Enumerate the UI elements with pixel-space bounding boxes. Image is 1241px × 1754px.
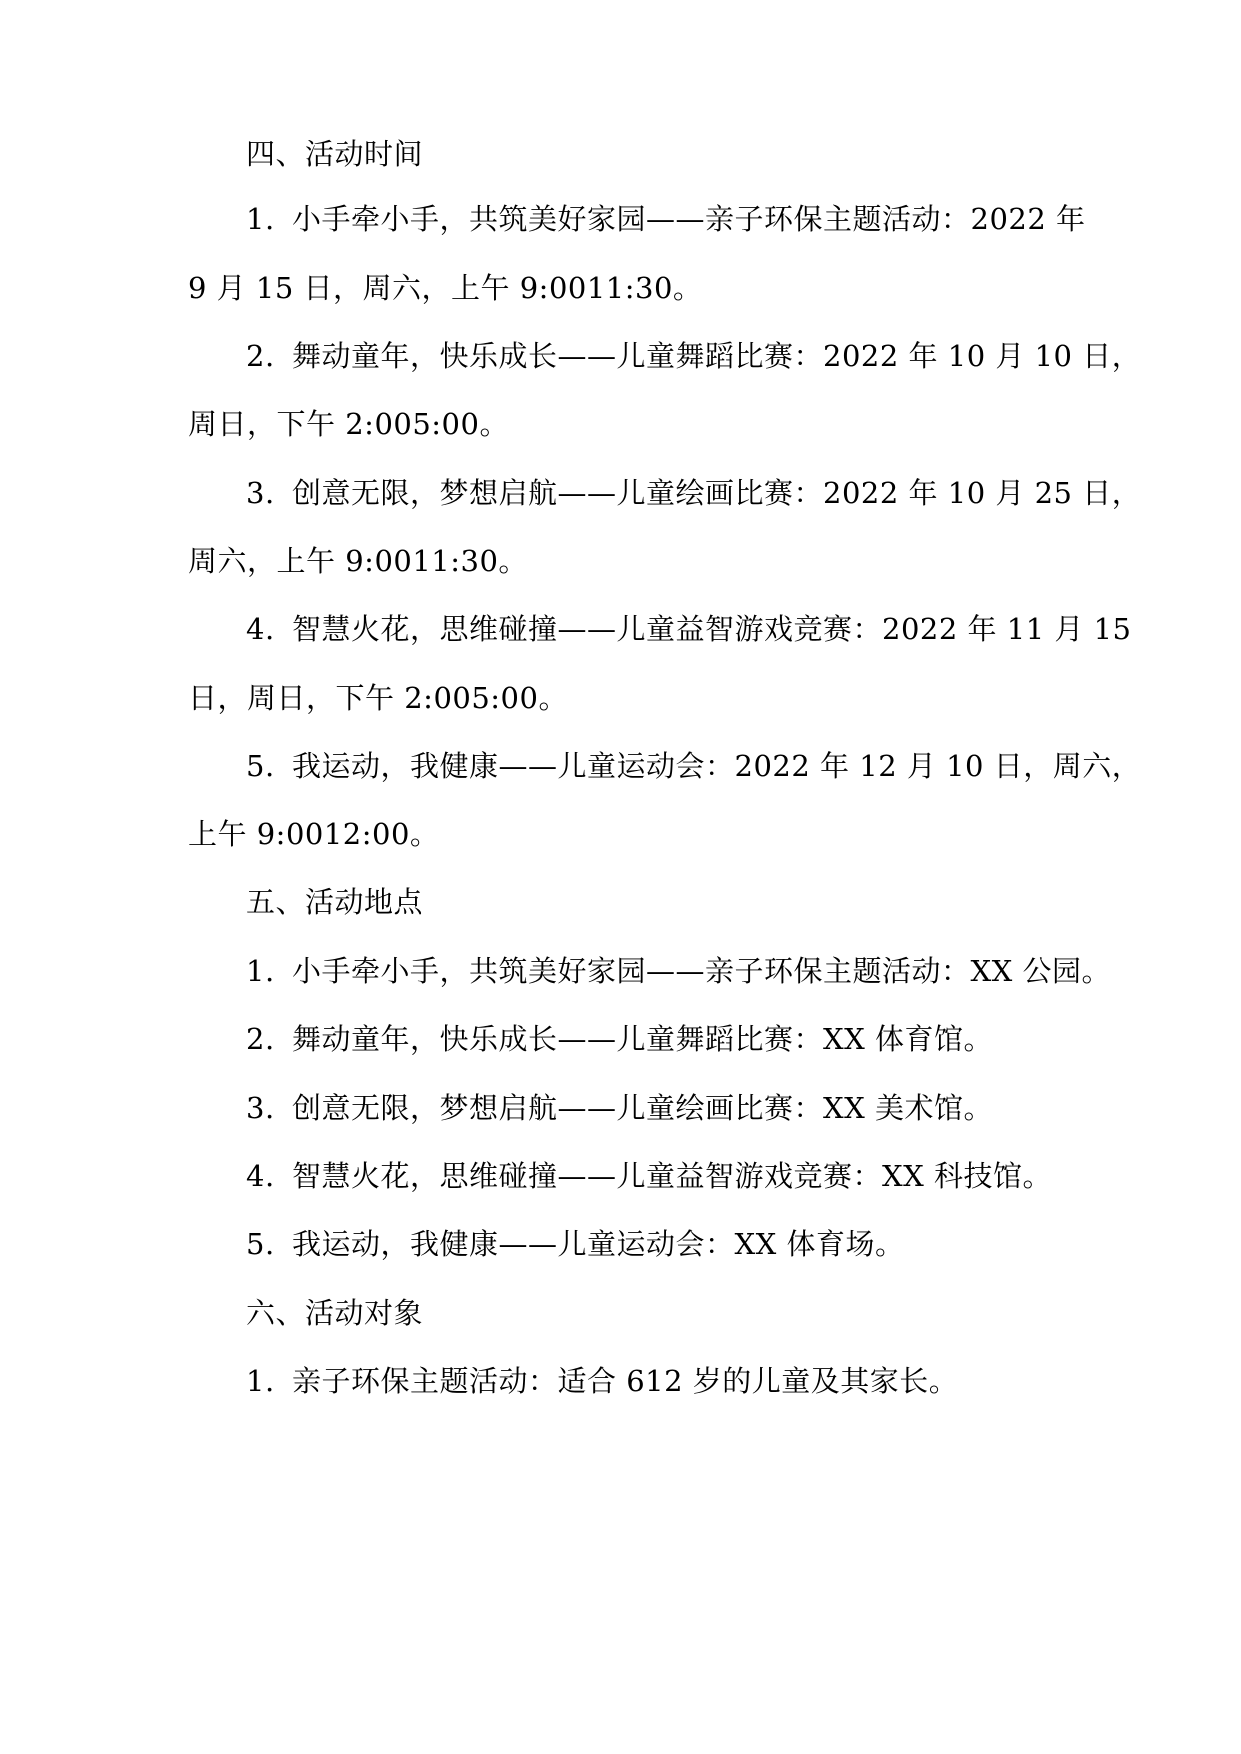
item-text: 智慧火花，思维碰撞——儿童益智游戏竞赛：XX 科技馆。 xyxy=(292,1159,1053,1193)
list-item xyxy=(246,1156,1116,1196)
list-item xyxy=(246,336,1142,376)
section-heading-time: 四、活动时间 xyxy=(246,137,424,171)
item-text: 创意无限，梦想启航——儿童绘画比赛：2022 年 10 月 25 日， xyxy=(292,476,1142,510)
item-text: 创意无限，梦想启航——儿童绘画比赛：XX 美术馆。 xyxy=(292,1091,994,1125)
item-number: 2. xyxy=(246,339,275,373)
item-text: 小手牵小手，共筑美好家园——亲子环保主题活动：2022 年 xyxy=(292,202,1086,236)
list-item xyxy=(246,746,1142,786)
section-heading-target: 六、活动对象 xyxy=(246,1296,424,1330)
item-text-continuation: 上午 9:0012:00。 xyxy=(188,817,440,851)
item-text: 智慧火花，思维碰撞——儿童益智游戏竞赛：2022 年 11 月 15 xyxy=(292,612,1132,646)
item-text-continuation: 周六，上午 9:0011:30。 xyxy=(188,544,528,578)
item-number: 5. xyxy=(246,749,275,783)
item-text: 我运动，我健康——儿童运动会：XX 体育场。 xyxy=(292,1227,905,1261)
item-number: 2. xyxy=(246,1022,275,1056)
item-text: 我运动，我健康——儿童运动会：2022 年 12 月 10 日，周六， xyxy=(292,749,1142,783)
item-number: 1. xyxy=(246,954,275,988)
item-number: 4. xyxy=(246,612,275,646)
item-text-continuation: 日，周日，下午 2:005:00。 xyxy=(188,681,568,715)
item-text: 舞动童年，快乐成长——儿童舞蹈比赛：2022 年 10 月 10 日， xyxy=(292,339,1142,373)
list-item xyxy=(246,951,1116,991)
list-item xyxy=(246,473,1142,513)
item-text: 小手牵小手，共筑美好家园——亲子环保主题活动：XX 公园。 xyxy=(292,954,1112,988)
section-heading-place: 五、活动地点 xyxy=(246,885,424,919)
item-number: 5. xyxy=(246,1227,275,1261)
item-number: 1. xyxy=(246,202,275,236)
item-text: 舞动童年，快乐成长——儿童舞蹈比赛：XX 体育馆。 xyxy=(292,1022,994,1056)
item-text: 亲子环保主题活动：适合 612 岁的儿童及其家长。 xyxy=(292,1364,959,1398)
item-number: 3. xyxy=(246,1091,275,1125)
item-number: 1. xyxy=(246,1364,275,1398)
item-text-continuation: 周日，下午 2:005:00。 xyxy=(188,407,509,441)
list-item xyxy=(246,1361,1116,1401)
list-item xyxy=(246,609,1132,649)
list-item xyxy=(246,1224,1116,1264)
item-text-continuation: 9 月 15 日，周六，上午 9:0011:30。 xyxy=(188,271,703,305)
item-number: 4. xyxy=(246,1159,275,1193)
list-item xyxy=(246,1088,1116,1128)
item-number: 3. xyxy=(246,476,275,510)
list-item xyxy=(246,1019,1116,1059)
list-item xyxy=(246,199,1116,239)
